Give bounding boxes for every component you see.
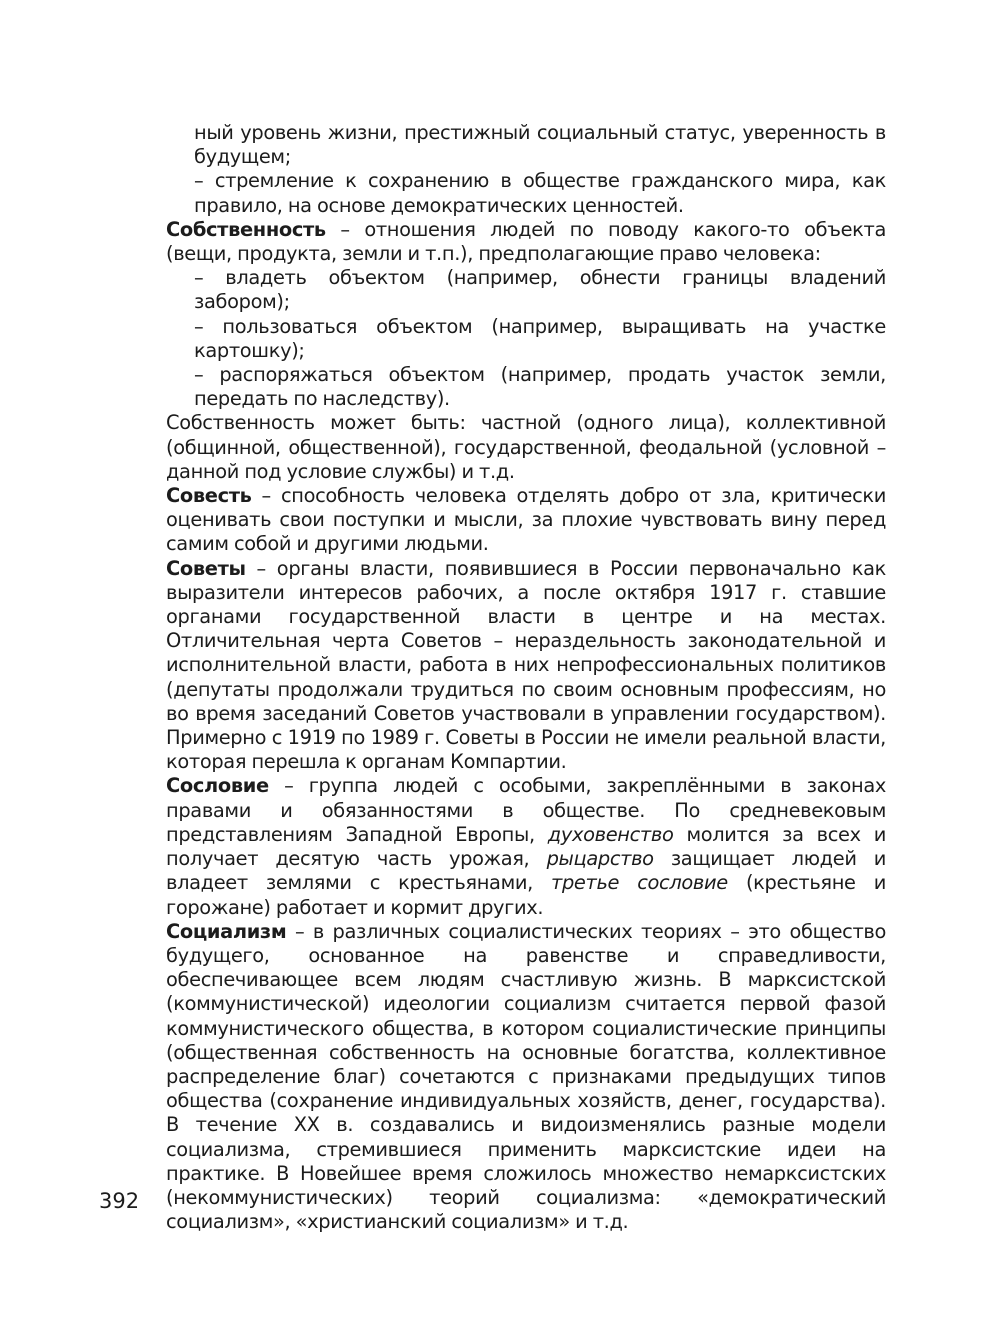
entry-definition: защищает людей и владеет землями с крестьянами,	[166, 847, 886, 895]
entry-definition: молится за всех и получает десятую часть урожая,	[166, 822, 886, 871]
entry-definition: – группа людей с особыми, закреплёнными в законах правами и обязанностями в обществе. По средневековым представлениям Западной Европы,	[166, 774, 886, 846]
emphasis-term: духовенство	[547, 822, 674, 846]
entry-definition: (крестьяне и горожане) работает и кормит других.	[166, 871, 886, 919]
entry-term: Социализм	[166, 919, 287, 943]
glossary-text	[166, 121, 886, 1234]
entry-definition: – отношения людей по поводу какого-то объекта (вещи, продукта, земли и т.п.), предполагающие право человека:	[166, 217, 886, 266]
entry-sovety	[166, 557, 886, 775]
entry-sobstvennost	[166, 218, 886, 266]
entry-socializm	[166, 920, 886, 1235]
emphasis-term: рыцарство	[546, 847, 654, 871]
list-item: – владеть объектом (например, обнести границы владений забором);	[194, 266, 886, 314]
entry-term: Совесть	[166, 484, 252, 508]
intro-list-item: – стремление к сохранению в обществе гражданского мира, как правило, на основе демократических ценностей.	[194, 169, 886, 217]
entry-definition: – в различных социалистических теориях – это общество будущего, основанное на равенстве и справедливости, обеспечивающее всем людям счастливую жизнь. В марксистской (коммунистической) идеологии социализм считается первой фазой коммунистического общества, в котором социалистические принципы (общественная собственность на основные богатства, коллективное распределение благ) сочетаются с признаками предыдущих типов общества (сохранение индивидуальных хозяйств, денег, государства). В течение XX в. создавались и видоизменялись разные модели социализма, стремившиеся применить марксистские идеи на практике. В Новейшее время сложилось множество немарксистских (некоммунистических) теорий социализма: «демократический социализм», «христианский социализм» и т.д.	[166, 919, 886, 1234]
entry-term: Советы	[166, 556, 246, 580]
emphasis-term: третье сословие	[551, 871, 728, 895]
entry-term: Собственность	[166, 217, 326, 241]
entry-term: Сословие	[166, 774, 269, 798]
list-item: – пользоваться объектом (например, выращивать на участке картошку);	[194, 314, 886, 362]
entry-soslovie	[166, 774, 886, 919]
entry-definition: – органы власти, появившиеся в России первоначально как выразители интересов рабочих, а после октября 1917 г. ставшие органами государственной власти в центре и на местах. Отличительная черта Советов – нераздельность законодательной и исполнительной власти, работа в них непрофессиональных политиков (депутаты продолжали трудиться по своим основным профессиям, но во время заседаний Советов участвовали в управлении государством). Примерно с 1919 по 1989 г. Советы в России не имели реальной власти, которая перешла к органам Компартии.	[166, 556, 886, 774]
page-number: 392	[99, 1189, 140, 1213]
entry-paragraph: Собственность может быть: частной (одного лица), коллективной (общинной, общественной), государственной, феодальной (условной – данной под условие службы) и т.д.	[166, 411, 886, 483]
list-item: – распоряжаться объектом (например, продать участок земли, передать по наследству).	[194, 363, 886, 411]
entry-definition: – способность человека отделять добро от зла, критически оценивать свои поступки и мысли, за плохие чувствовать вину перед самим собой и другими людьми.	[166, 484, 886, 556]
intro-continuation: ный уровень жизни, престижный социальный статус, уверенность в будущем;	[194, 121, 886, 169]
entry-sovest	[166, 484, 886, 557]
